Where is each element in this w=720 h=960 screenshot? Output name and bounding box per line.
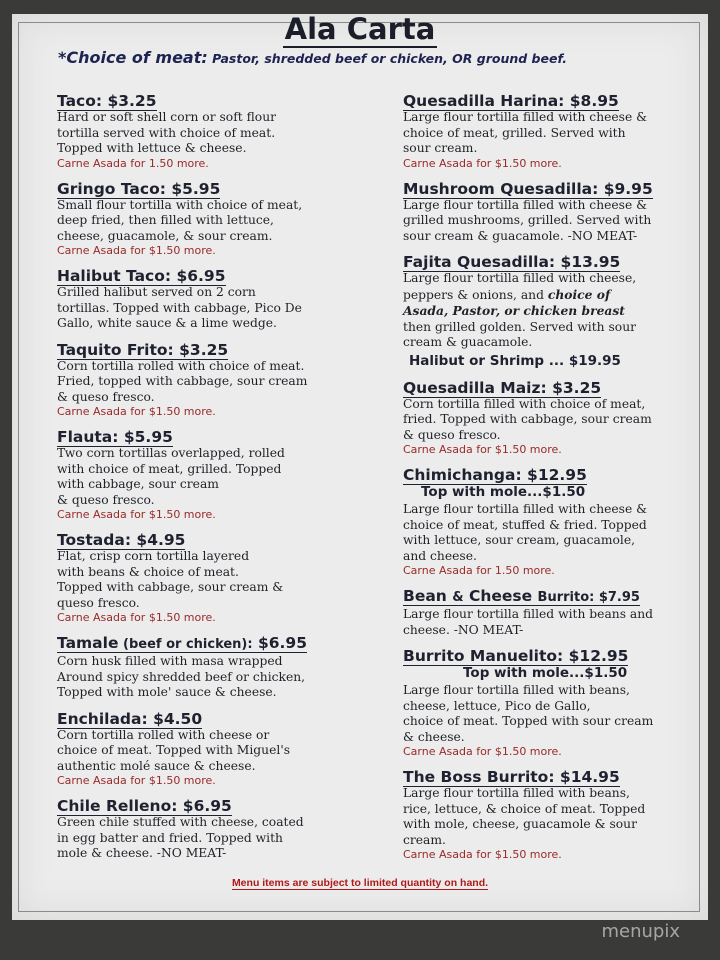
item-title: Tostada: $4.95 [57,531,186,549]
item-title: Flauta: $5.95 [57,428,173,446]
meat-choice-options: Pastor, shredded beef or chicken, OR ground beef. [207,51,567,66]
menu-item-chimichanga [403,466,693,578]
item-title: Quesadilla Harina: $8.95 [403,92,619,110]
meat-choice-lead: *Choice of meat: [58,48,208,67]
menu-item-fajita-quesadilla [403,253,693,370]
menu-item-enchilada [57,710,357,789]
menu-item-taquito-frito [57,341,357,420]
item-title: Taco: $3.25 [57,92,157,110]
menu-item-gringo-taco [57,180,357,259]
item-desc: Large flour tortilla filled with beans, cheese, lettuce, Pico de Gallo, choice of meat. Topped with sour cream & cheese. [403,683,654,744]
menu-item-mushroom-quesadilla [403,180,693,245]
watermark-logo: menupix [601,921,680,942]
item-desc: Corn tortilla rolled with cheese or choice of meat. Topped with Miguel's authentic molé sauce & cheese. [57,727,291,773]
menu-item-quesadilla-harina [403,92,693,171]
right-column [403,92,693,871]
item-upgrade-price: Top with mole...$1.50 [463,665,628,681]
item-title: Halibut Taco: $6.95 [57,267,226,285]
item-desc: Two corn tortillas overlapped, rolled with choice of meat, grilled. Topped with cabbage, sour cream & queso fresco. [57,446,285,507]
item-desc: Large flour tortilla filled with beans, rice, lettuce, & choice of meat. Topped with mole, cheese, guacamole & sour cream. [403,786,646,847]
item-desc: Large flour tortilla filled with cheese, peppers & onions, and choice of Asada, Pastor, or chicken breast then grilled golden. Served with sour cream & guacamole. [403,271,637,349]
menu-item-taco [57,92,357,171]
item-title: Quesadilla Maiz: $3.25 [403,378,602,397]
item-upgrade-price: Top with mole...$1.50 [421,484,586,500]
item-desc: Large flour tortilla filled with cheese & choice of meat, stuffed & fried. Topped with lettuce, sour cream, guacamole, and cheese. [403,502,648,563]
carne-asada-note: Carne Asada for $1.50 more. [57,611,216,624]
quantity-notice: Menu items are subject to limited quantity on hand. [231,877,489,889]
menu-item-burrito-manuelito [403,647,693,759]
carne-asada-note: Carne Asada for $1.50 more. [57,244,216,257]
item-desc: Corn husk filled with masa wrapped Around spicy shredded beef or chicken, Topped with mole' sauce & cheese. [57,654,306,699]
item-title: The Boss Burrito: $14.95 [403,768,620,786]
item-title: Bean & Cheese Burrito: $7.95 [403,587,640,605]
item-upgrade-price: Halibut or Shrimp ... $19.95 [409,352,621,369]
menu-item-tamale [57,634,357,701]
item-title: Taquito Frito: $3.25 [57,340,229,359]
item-desc: Large flour tortilla filled with cheese & grilled mushrooms, grilled. Served with sour cream & guacamole. -NO MEAT- [403,197,652,243]
menu-item-flauta [57,428,357,522]
item-title: Burrito Manuelito: $12.95 [403,647,629,665]
menu-item-tostada [57,531,357,625]
item-title: Chimichanga: $12.95 [403,466,587,484]
menu-item-boss-burrito [403,768,693,862]
carne-asada-note: Carne Asada for 1.50 more. [403,564,555,577]
item-desc: Corn tortilla rolled with choice of meat. Fried, topped with cabbage, sour cream & queso fresco. [57,358,308,404]
carne-asada-note: Carne Asada for $1.50 more. [403,848,562,861]
carne-asada-note: Carne Asada for $1.50 more. [57,405,216,418]
item-desc: Green chile stuffed with cheese, coated in egg batter and fried. Topped with mole & cheese. -NO MEAT- [57,815,304,860]
item-desc: Hard or soft shell corn or soft flour tortilla served with choice of meat. Topped with lettuce & cheese. [57,110,277,155]
carne-asada-note: Carne Asada for $1.50 more. [57,508,216,521]
carne-asada-note: Carne Asada for $1.50 more. [57,774,216,787]
item-title: Chile Relleno: $6.95 [57,797,232,815]
left-column [57,92,357,871]
menu-item-quesadilla-maiz [403,379,693,458]
item-title: Enchilada: $4.50 [57,709,203,728]
page-title: Ala Carta [284,12,436,46]
carne-asada-note: Carne Asada for $1.50 more. [403,745,562,758]
item-title: Gringo Taco: $5.95 [57,179,221,198]
item-title: Mushroom Quesadilla: $9.95 [403,179,653,198]
item-desc: Large flour tortilla filled with beans and cheese. -NO MEAT- [403,607,654,637]
item-desc: Flat, crisp corn tortilla layered with beans & choice of meat. Topped with cabbage, sour cream & queso fresco. [57,549,284,610]
menu-item-halibut-taco [57,267,357,332]
menu-item-bean-cheese-burrito [403,587,693,638]
meat-choice-note [58,48,678,67]
item-desc: Small flour tortilla with choice of meat, deep fried, then filled with lettuce, cheese, guacamole, & sour cream. [57,197,303,243]
item-desc: Large flour tortilla filled with cheese & choice of meat, grilled. Served with sour cream. [403,110,648,155]
item-desc: Corn tortilla filled with choice of meat, fried. Topped with cabbage, sour cream & queso fresco. [403,396,652,442]
carne-asada-note: Carne Asada for 1.50 more. [57,156,209,170]
carne-asada-note: Carne Asada for $1.50 more. [403,443,562,456]
item-title: Fajita Quesadilla: $13.95 [403,253,621,271]
item-title: Tamale (beef or chicken): $6.95 [57,634,308,652]
item-desc: Grilled halibut served on 2 corn tortillas. Topped with cabbage, Pico De Gallo, white sauce & a lime wedge. [57,285,302,330]
menu-item-chile-relleno [57,797,357,862]
carne-asada-note: Carne Asada for $1.50 more. [403,156,562,170]
